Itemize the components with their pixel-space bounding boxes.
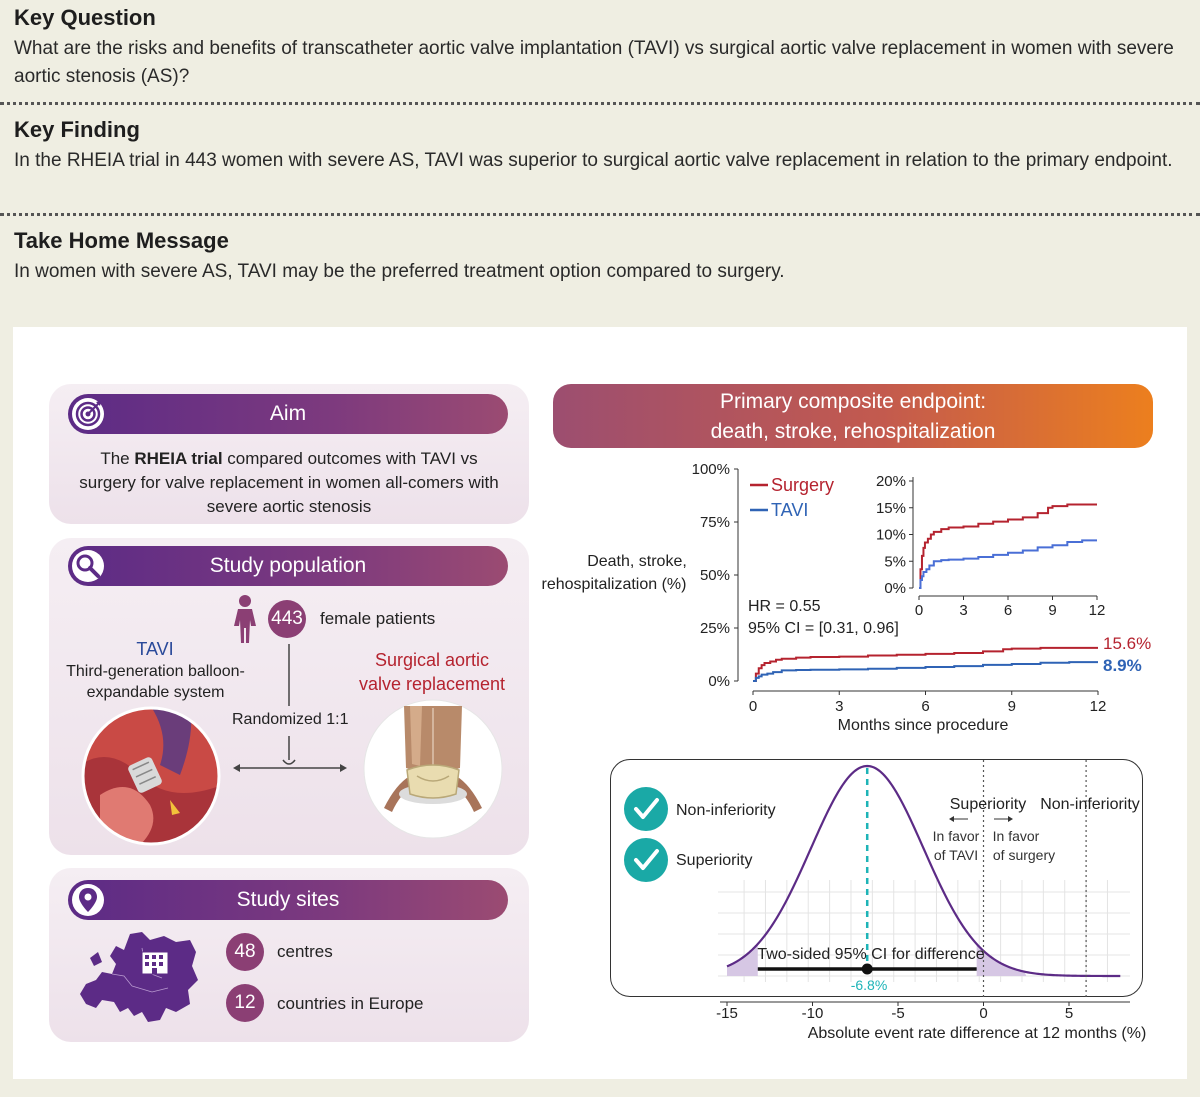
check-noninferiority-label: Non-inferiority (676, 802, 776, 819)
take-home-text: In women with severe AS, TAVI may be the preferred treatment option compared to surgery. (14, 261, 785, 282)
km-x-tick-label: 9 (1007, 698, 1016, 715)
sites-title: Study sites (236, 888, 340, 911)
surgery-end-label: 15.6% (1103, 634, 1152, 653)
km-inset (876, 473, 1105, 619)
location-pin-icon (72, 884, 104, 916)
aim-header (68, 394, 508, 434)
km-series-line-tavi (753, 662, 1098, 681)
inset-x-tick-label: 3 (959, 602, 968, 619)
surgery-title (347, 648, 517, 696)
check-superiority-label: Superiority (676, 852, 753, 869)
aim-text-pre: The (100, 449, 135, 468)
key-question-section (14, 5, 1186, 91)
dist-x-tick-label: -15 (716, 1005, 738, 1022)
inset-x-tick-label: 12 (1088, 602, 1106, 619)
km-y-tick-label: 25% (699, 620, 730, 637)
female-icon (230, 594, 260, 644)
population-title: Study population (209, 554, 367, 577)
tavi-desc-line-1: Third-generation balloon- (66, 663, 245, 680)
difference-distribution-chart (600, 750, 1160, 1050)
inset-y-tick-label: 5% (884, 553, 906, 571)
centres-badge (226, 933, 264, 971)
inset-y-tick-label: 20% (875, 473, 906, 490)
dist-x-tick-label: -5 (891, 1005, 905, 1022)
dist-x-tick-label: -10 (801, 1005, 824, 1022)
centres-label: centres (277, 942, 333, 961)
countries-label: countries in Europe (277, 994, 424, 1013)
hr-annotation: HR = 0.55 (748, 598, 821, 615)
aim-text-post: compared outcomes with TAVI vs surgery for valve replacement in women all-comers with severe aortic stenosis (79, 449, 499, 516)
km-ylabel-line-2: rehospitalization (%) (541, 576, 687, 593)
km-y-tick-label: 100% (691, 461, 730, 478)
patients-label: female patients (320, 609, 436, 628)
patients-count-badge (268, 600, 306, 638)
ci-label: Two-sided 95% CI for difference (757, 946, 985, 963)
tavi-desc-line-2: expandable system (86, 684, 225, 701)
endpoint-title-line-2: death, stroke, rehospitalization (710, 420, 996, 443)
km-y-tick-label: 75% (699, 514, 730, 531)
key-question-heading: Key Question (14, 5, 156, 30)
km-y-tick-label: 50% (699, 567, 730, 584)
favor-arrows (949, 816, 1013, 822)
aim-text (70, 447, 508, 519)
km-lines (753, 648, 1098, 681)
km-ylabel-line-1: Death, stroke, (587, 553, 687, 570)
inset-x-tick-label: 9 (1048, 602, 1057, 619)
patients-count: 443 (271, 608, 303, 629)
surgical-valve-illustration (362, 698, 504, 840)
divider (0, 213, 1200, 216)
km-x-tick-label: 12 (1089, 698, 1107, 715)
tavi-title: TAVI (136, 639, 174, 659)
inset-y-tick-label: 10% (875, 526, 906, 544)
inset-y-tick-label: 0% (884, 580, 906, 597)
legend-surgery-label: Surgery (771, 475, 835, 495)
inset-series-line-surgery (919, 505, 1097, 588)
key-question-text: What are the risks and benefits of transcatheter aortic valve implantation (TAVI) vs surgical aortic valve replacement in women with severe aortic stenosis (AS)? (14, 38, 1174, 87)
key-finding-section (14, 117, 1186, 175)
population-header (68, 546, 508, 586)
km-x-tick-label: 3 (835, 698, 844, 715)
europe-map-icon (72, 928, 200, 1028)
favor-surgery-line-1: In favor (992, 828, 1040, 844)
dist-x-tick-label: 5 (1064, 1005, 1074, 1022)
superiority-margin-label: Superiority (949, 796, 1027, 813)
inset-x-tick-label: 0 (914, 602, 924, 619)
legend-tavi-label: TAVI (771, 500, 809, 520)
key-finding-text: In the RHEIA trial in 443 women with severe AS, TAVI was superior to surgical aortic valve replacement in relation to the primary endpoint. (14, 150, 1173, 171)
aim-text-bold: RHEIA trial (134, 449, 223, 468)
favor-tavi-line-1: In favor (932, 828, 980, 844)
surgery-title-line-2: valve replacement (358, 674, 506, 694)
endpoint-title-line-1: Primary composite endpoint: (719, 390, 987, 413)
ci-annotation: 95% CI = [0.31, 0.96] (748, 620, 899, 637)
take-home-section (14, 228, 1186, 286)
divider (0, 102, 1200, 105)
endpoint-banner (553, 384, 1153, 448)
countries-badge (226, 984, 264, 1022)
km-series-line-surgery (753, 648, 1098, 681)
km-xlabel: Months since procedure (837, 717, 1009, 734)
inset-y-tick-label: 15% (875, 499, 906, 517)
sites-header (68, 880, 508, 920)
point-estimate-label: -6.8% (850, 977, 888, 993)
tavi-end-label: 8.9% (1103, 656, 1142, 675)
tavi-description (58, 661, 253, 703)
inset-series-line-tavi (919, 540, 1097, 588)
randomized-label: Randomized 1:1 (232, 711, 349, 728)
km-y-tick-label: 0% (708, 673, 730, 690)
search-icon (72, 550, 104, 582)
tavi-heart-illustration (80, 705, 222, 847)
centres-count: 48 (234, 941, 256, 962)
randomization-arrows (225, 640, 355, 780)
km-x-tick-label: 0 (748, 698, 758, 715)
noninferiority-margin-label: Non-inferiority (1040, 796, 1140, 813)
key-finding-heading: Key Finding (14, 117, 140, 142)
noninferiority-check (624, 787, 668, 831)
dist-xlabel: Absolute event rate difference at 12 months (%) (807, 1025, 1147, 1042)
inset-x-tick-label: 6 (1003, 602, 1013, 619)
dist-x-tick-label: 0 (979, 1005, 988, 1022)
target-icon (72, 398, 104, 430)
favor-surgery-line-2: of surgery (992, 847, 1056, 863)
favor-tavi-line-2: of TAVI (933, 847, 979, 863)
take-home-heading: Take Home Message (14, 228, 229, 253)
countries-count: 12 (234, 992, 256, 1013)
kaplan-meier-chart (530, 455, 1190, 745)
aim-title: Aim (269, 402, 307, 425)
superiority-check (624, 838, 668, 882)
surgery-title-line-1: Surgical aortic (374, 650, 490, 670)
km-x-tick-label: 6 (921, 698, 930, 715)
dist-grid (718, 880, 1130, 982)
point-estimate-dot (862, 964, 873, 975)
